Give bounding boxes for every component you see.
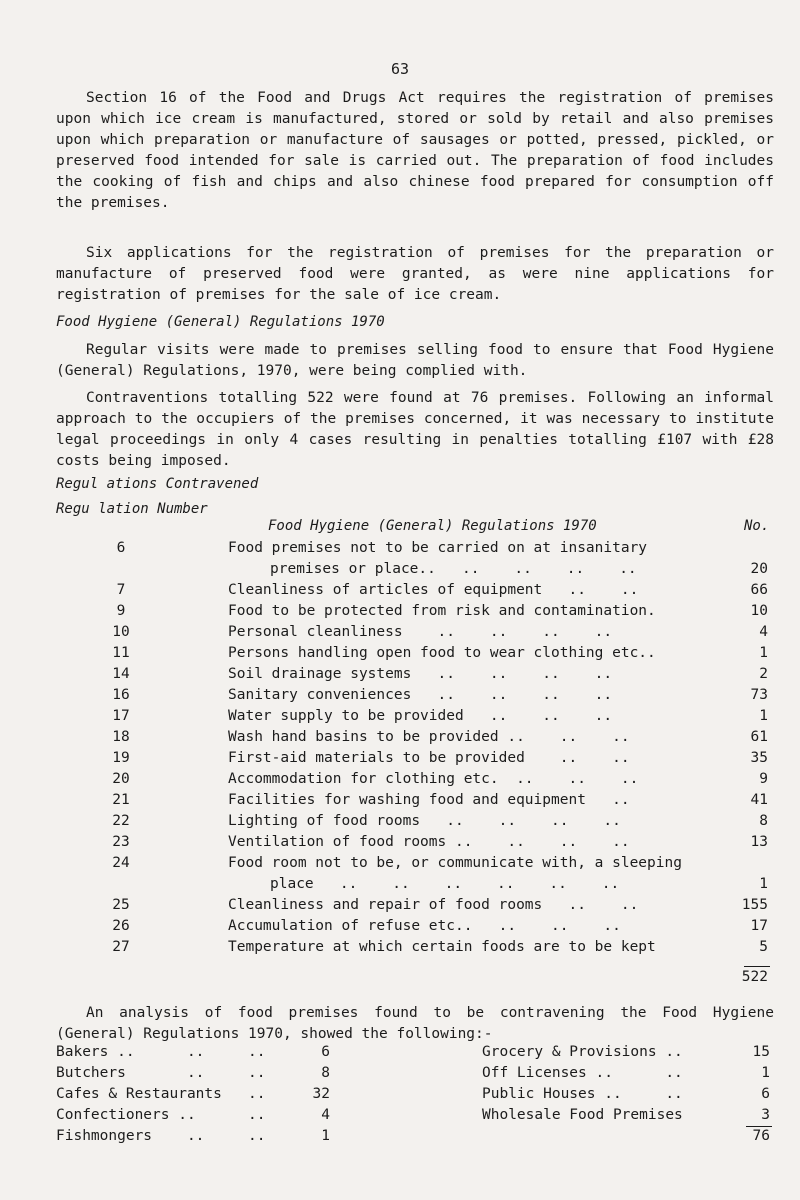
applications-paragraph: Six applications for the registration of premises for the preparation or manufacture of preserved food were granted, as were nine applications for registration of premises for the sale of ice cream.: [56, 245, 774, 303]
contravention-count: 2: [759, 666, 768, 682]
table-heading-contravened: Regul ations Contravened: [56, 476, 259, 492]
premises-type: Public Houses .. ..: [482, 1086, 683, 1102]
page-number: 63: [390, 60, 410, 78]
total-rule: [744, 966, 770, 967]
analysis-paragraph: An analysis of food premises found to be contravening the Food Hygiene (General) Regulations 1970, showed the following:-: [56, 1005, 774, 1042]
regulation-number: 19: [112, 750, 130, 766]
regulation-number: 16: [112, 687, 130, 703]
intro-paragraph: Section 16 of the Food and Drugs Act requires the registration of premises upon which ice cream is manufactured, stored or sold by retail and also premises upon which preparation or manufacture of sausages or potted, pressed, pickled, or preserved food intended for sale is carried out. The preparation of food includes the cooking of fish and chips and also chinese food prepared for consumption off the premises.: [56, 90, 774, 211]
regulation-description: Lighting of food rooms .. .. .. ..: [228, 813, 621, 829]
regulation-description: Accommodation for clothing etc. .. .. ..: [228, 771, 639, 787]
contravention-count: 73: [750, 687, 768, 703]
contravention-count: 1: [759, 708, 768, 724]
table-row-continuation: [0, 876, 800, 897]
regulation-number: 22: [112, 813, 130, 829]
regulation-number: 27: [112, 939, 130, 955]
table-heading-number: Regu lation Number: [56, 501, 208, 517]
table-row: [0, 792, 800, 813]
table-row: [0, 666, 800, 687]
premises-type: Grocery & Provisions ..: [482, 1044, 683, 1060]
contravention-count: 4: [759, 624, 768, 640]
table-row-continuation: [0, 561, 800, 582]
analysis-row: [0, 1107, 800, 1128]
premises-type: Off Licenses .. ..: [482, 1065, 683, 1081]
table-column-title: Food Hygiene (General) Regulations 1970: [268, 518, 597, 534]
regulation-description: Wash hand basins to be provided .. .. ..: [228, 729, 630, 745]
regulation-description: Soil drainage systems .. .. .. ..: [228, 666, 613, 682]
regulation-description: Ventilation of food rooms .. .. .. ..: [228, 834, 630, 850]
regulation-description-continued: place .. .. .. .. .. ..: [270, 876, 620, 892]
premises-type: Confectioners .. ..: [56, 1107, 266, 1123]
contravention-count: 17: [750, 918, 768, 934]
regulation-description: Persons handling open food to wear clothing etc..: [228, 645, 656, 661]
table-row: [0, 834, 800, 855]
regulation-number: 26: [112, 918, 130, 934]
regulation-description: Accumulation of refuse etc.. .. .. ..: [228, 918, 621, 934]
regulations-heading: Food Hygiene (General) Regulations 1970: [56, 314, 385, 330]
regulation-description: Cleanliness and repair of food rooms .. ..: [228, 897, 639, 913]
regulation-number: 6: [116, 540, 126, 556]
regulation-number: 7: [116, 582, 126, 598]
table-row: [0, 645, 800, 666]
premises-count: 6: [761, 1086, 770, 1102]
contravention-count: 155: [741, 897, 768, 913]
contravention-count: 66: [750, 582, 768, 598]
regulation-description: First-aid materials to be provided .. ..: [228, 750, 630, 766]
analysis-row: [0, 1086, 800, 1107]
regulation-number: 10: [112, 624, 130, 640]
contravention-count: 5: [759, 939, 768, 955]
table-row: [0, 687, 800, 708]
contravention-count: 8: [759, 813, 768, 829]
visits-paragraph: Regular visits were made to premises selling food to ensure that Food Hygiene (General) Regulations, 1970, were being complied with.: [56, 342, 774, 379]
regulation-number: 23: [112, 834, 130, 850]
regulation-number: 24: [112, 855, 130, 871]
premises-count: 15: [752, 1044, 770, 1060]
premises-count: 1: [761, 1065, 770, 1081]
premises-type: Butchers .. ..: [56, 1065, 266, 1081]
contravention-count: 1: [759, 876, 768, 892]
regulation-number: 9: [116, 603, 126, 619]
regulation-number: 25: [112, 897, 130, 913]
table-row: [0, 897, 800, 918]
premises-type: Bakers .. .. ..: [56, 1044, 266, 1060]
table-row: [0, 771, 800, 792]
regulation-description: Personal cleanliness .. .. .. ..: [228, 624, 613, 640]
table-row: [0, 918, 800, 939]
premises-type: Cafes & Restaurants ..: [56, 1086, 266, 1102]
premises-type: Fishmongers .. ..: [56, 1128, 266, 1144]
regulation-number: 11: [112, 645, 130, 661]
analysis-row: [0, 1128, 800, 1149]
premises-count: 3: [761, 1107, 770, 1123]
total-count: 522: [741, 969, 768, 985]
table-row: [0, 540, 800, 561]
table-row: [0, 855, 800, 876]
analysis-total-rule: [746, 1126, 772, 1127]
contraventions-paragraph: Contraventions totalling 522 were found at 76 premises. Following an informal approach to the occupiers of the premises concerned, it was necessary to institute legal proceedings in only 4 cases resulting in penalties totalling £107 with £28 costs being imposed.: [56, 390, 774, 469]
regulation-description: Food to be protected from risk and contamination.: [228, 603, 656, 619]
analysis-row: [0, 1065, 800, 1086]
table-row: [0, 624, 800, 645]
table-row: [0, 708, 800, 729]
contravention-count: 1: [759, 645, 768, 661]
table-row: [0, 729, 800, 750]
regulation-description: Temperature at which certain foods are to be kept: [228, 939, 656, 955]
analysis-row: [0, 1044, 800, 1065]
table-row: [0, 813, 800, 834]
contravention-count: 10: [750, 603, 768, 619]
premises-count: 4: [321, 1107, 330, 1123]
regulation-description-continued: premises or place.. .. .. .. ..: [270, 561, 637, 577]
premises-count: 32: [312, 1086, 330, 1102]
table-column-no: No.: [744, 518, 770, 534]
table-row: [0, 603, 800, 624]
contravention-count: 9: [759, 771, 768, 787]
table-row: [0, 582, 800, 603]
premises-count: 6: [321, 1044, 330, 1060]
regulation-number: 14: [112, 666, 130, 682]
regulation-description: Facilities for washing food and equipment ..: [228, 792, 630, 808]
contravention-count: 61: [750, 729, 768, 745]
premises-type: Wholesale Food Premises: [482, 1107, 683, 1123]
premises-count: 8: [321, 1065, 330, 1081]
regulation-description: Water supply to be provided .. .. ..: [228, 708, 613, 724]
regulation-description: Food room not to be, or communicate with, a sleeping: [228, 855, 682, 871]
regulation-number: 17: [112, 708, 130, 724]
premises-count: 1: [321, 1128, 330, 1144]
regulation-description: Food premises not to be carried on at insanitary: [228, 540, 648, 556]
contravention-count: 35: [750, 750, 768, 766]
contravention-count: 13: [750, 834, 768, 850]
regulation-description: Sanitary conveniences .. .. .. ..: [228, 687, 613, 703]
contravention-count: 20: [750, 561, 768, 577]
analysis-total: 76: [752, 1128, 770, 1144]
contravention-count: 41: [750, 792, 768, 808]
regulation-number: 20: [112, 771, 130, 787]
table-row: [0, 750, 800, 771]
regulation-number: 18: [112, 729, 130, 745]
regulation-number: 21: [112, 792, 130, 808]
regulation-description: Cleanliness of articles of equipment .. ..: [228, 582, 639, 598]
table-row: [0, 939, 800, 960]
